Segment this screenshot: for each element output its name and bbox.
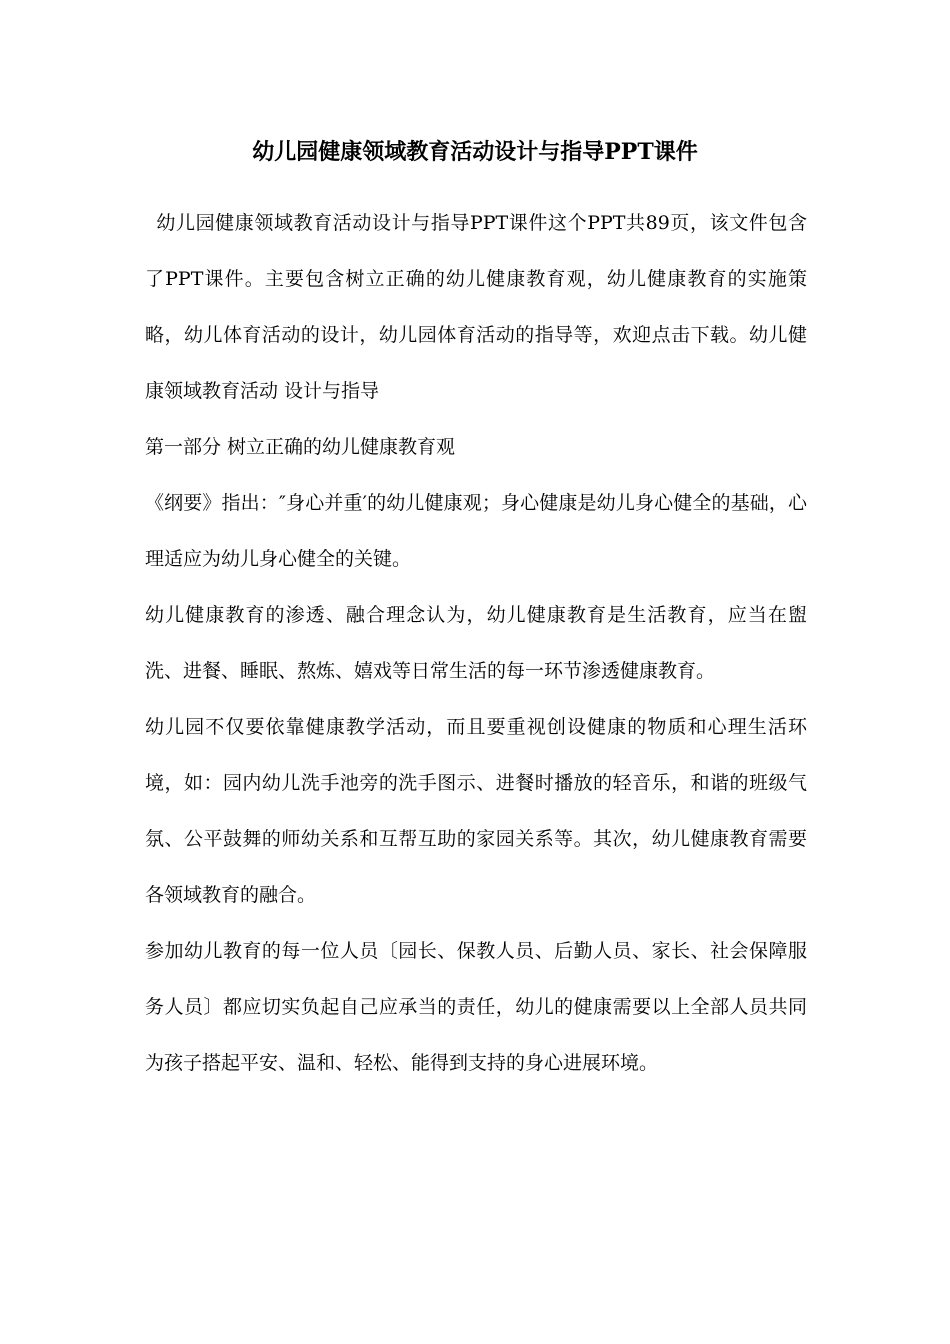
document-body	[145, 195, 807, 1091]
paragraph-guideline: 《纲要》指出：″身心并重′的幼儿健康观；身心健康是幼儿身心健全的基础，心理适应为幼儿身心健全的关键。	[145, 492, 807, 570]
paragraph-intro: 幼儿园健康领域教育活动设计与指导PPT课件这个PPT共89页，该文件包含了PPT课件。主要包含树立正确的幼儿健康教育观，幼儿健康教育的实施策略，幼儿体育活动的设计，幼儿园体育活动的指导等，欢迎点击下载。幼儿健康领域教育活动 设计与指导	[145, 212, 807, 402]
document-title: 幼儿园健康领域教育活动设计与指导PPT课件	[252, 139, 698, 165]
section-heading: 第一部分 树立正确的幼儿健康教育观	[145, 436, 456, 458]
paragraph-integration: 幼儿健康教育的渗透、融合理念认为，幼儿健康教育是生活教育，应当在盥洗、进餐、睡眠、熬炼、嬉戏等日常生活的每一环节渗透健康教育。	[145, 604, 807, 682]
paragraph-environment: 幼儿园不仅要依靠健康教学活动，而且要重视创设健康的物质和心理生活环境，如：园内幼儿洗手池旁的洗手图示、进餐时播放的轻音乐，和谐的班级气氛、公平鼓舞的师幼关系和互帮互助的家园关系等。其次，幼儿健康教育需要各领域教育的融合。	[145, 716, 807, 906]
paragraph-responsibility: 参加幼儿教育的每一位人员〔园长、保教人员、后勤人员、家长、社会保障服务人员〕都应切实负起自己应承当的责任，幼儿的健康需要以上全部人员共同为孩子搭起平安、温和、轻松、能得到支持的身心进展环境。	[145, 940, 807, 1074]
